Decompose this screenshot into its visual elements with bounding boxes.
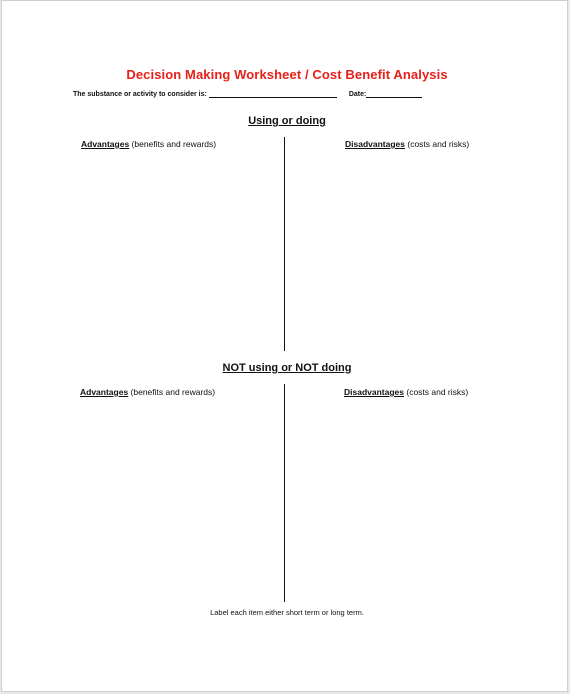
disadvantages-note: (costs and risks) — [405, 139, 470, 149]
disadvantages-note: (costs and risks) — [404, 387, 469, 397]
disadvantages-label-not-using — [344, 387, 468, 397]
advantages-label-not-using — [80, 387, 215, 397]
column-divider-using — [284, 137, 285, 351]
advantages-note: (benefits and rewards) — [129, 139, 217, 149]
subject-blank-line[interactable] — [209, 89, 337, 98]
subject-row — [73, 89, 422, 98]
disadvantages-label-using — [345, 139, 469, 149]
disadvantages-term: Disadvantages — [345, 139, 405, 149]
section-heading-using: Using or doing — [248, 115, 326, 127]
date-label: Date: — [348, 91, 367, 98]
advantages-term: Advantages — [80, 387, 129, 397]
subject-label: The substance or activity to consider is: — [73, 91, 207, 98]
advantages-note: (benefits and rewards) — [128, 387, 216, 397]
worksheet-title: Decision Making Worksheet / Cost Benefit Analysis — [126, 67, 448, 82]
advantages-label-using — [81, 139, 216, 149]
disadvantages-term: Disadvantages — [344, 387, 404, 397]
section-heading-not-using: NOT using or NOT doing — [222, 362, 352, 374]
advantages-term: Advantages — [81, 139, 130, 149]
footer-note: Label each item either short term or long term. — [210, 608, 364, 617]
worksheet-page — [1, 0, 568, 692]
column-divider-not-using — [284, 384, 285, 602]
date-blank-line[interactable] — [366, 89, 422, 98]
